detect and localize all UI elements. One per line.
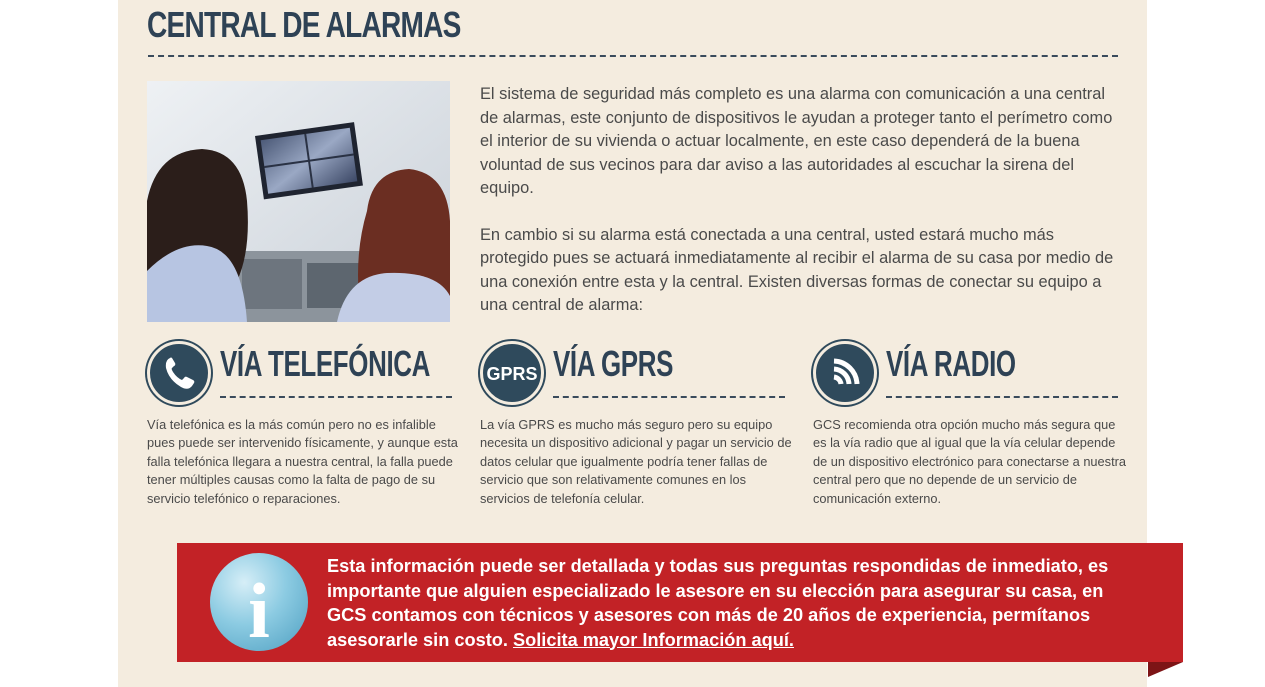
feature-description: Vía telefónica es la más común pero no es infalible pues puede ser intervenido físicamente, y aunque esta falla telefónica llegara a nuestra central, la falla puede tener múltiples causas como la falta de pago de su servicio telefónico o reparaciones. — [147, 417, 458, 506]
info-message: Esta información puede ser detallada y todas sus preguntas respondidas de inmediato, es importante que alguien especializado le asesore en su elección para asegurar su casa, en GCS contamos con técnicos y asesores con más de 20 años de experiencia, permítanos asesorarle sin costo. — [327, 556, 1109, 650]
info-icon-glyph: i — [248, 567, 270, 651]
intro-paragraph: En cambio si su alarma está conectada a una central, usted estará mucho más protegido pues se actuará inmediatamente al recibir el alarma de su casa por medio de una conexión entre esta y la central. Existen diversas formas de conectar su equipo a una central de alarma: — [480, 225, 1114, 314]
feature-title: VÍA TELEFÓNICA — [220, 343, 431, 384]
title-divider — [148, 55, 1118, 57]
feature-description: La vía GPRS es mucho más seguro pero su equipo necesita un dispositivo adicional y pagar un servicio de datos celular que igualmente podría tener fallas de servicio que son relativamente comunes en los servicios de telefonía celular. — [480, 417, 792, 506]
radio-signal-icon — [813, 341, 877, 405]
info-icon — [210, 553, 308, 651]
feature-title: VÍA GPRS — [553, 343, 674, 384]
page-title: CENTRAL DE ALARMAS — [147, 4, 461, 45]
feature-divider — [553, 396, 785, 398]
feature-description: GCS recomienda otra opción mucho más segura que es la vía radio que al igual que la vía celular depende de un dispositivo electrónico para conectarse a nuestra central pero que no depende de un servicio de comunicación externo. — [813, 417, 1126, 506]
request-info-link[interactable]: Solicita mayor Información aquí. — [513, 629, 794, 650]
gprs-icon — [480, 341, 544, 405]
info-banner-fold — [1148, 662, 1183, 677]
phone-icon — [147, 341, 211, 405]
monitoring-center-photo — [147, 81, 450, 322]
feature-title: VÍA RADIO — [886, 343, 1016, 384]
intro-text — [480, 83, 1120, 318]
feature-divider — [220, 396, 452, 398]
intro-paragraph: El sistema de seguridad más completo es una alarma con comunicación a una central de alarmas, este conjunto de dispositivos le ayudan a proteger tanto el perímetro como el interior de su vivienda o actuar localmente, en este caso dependerá de la buena voluntad de sus vecinos para dar aviso a las autoridades al escuchar la sirena del equipo. — [480, 85, 1113, 197]
feature-divider — [886, 396, 1118, 398]
gprs-icon-label: GPRS — [486, 364, 538, 384]
info-text — [327, 554, 1147, 652]
